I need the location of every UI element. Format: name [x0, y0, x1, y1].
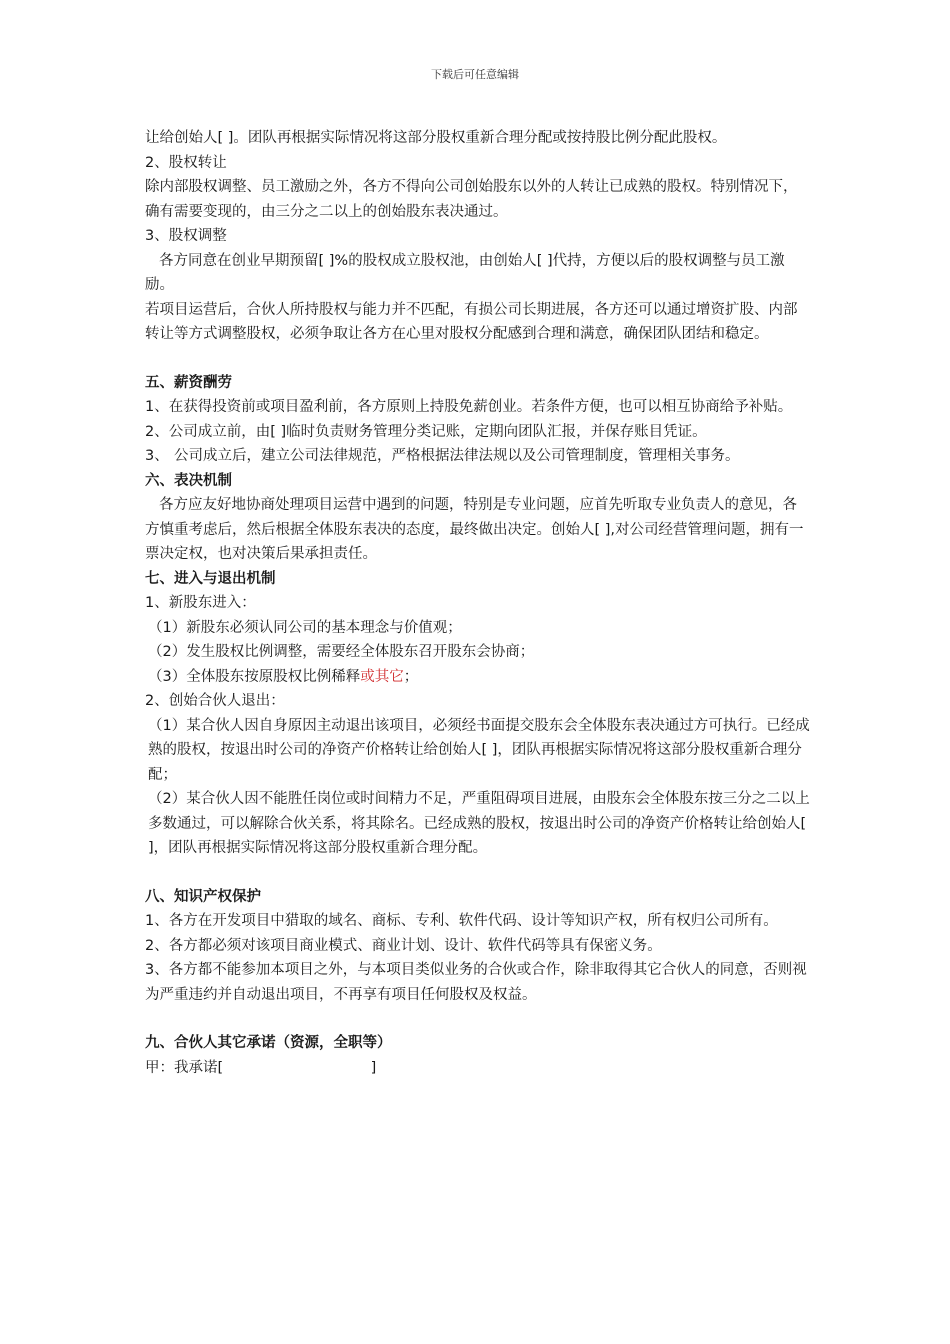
section-heading-entry-exit: 七、进入与退出机制 — [145, 570, 276, 587]
paragraph: （1）某合伙人因自身原因主动退出该项目，必须经书面提交股东会全体股东表决通过方可执行。已经成熟的股权，按退出时公司的净资产价格转让给创始人[ ]，团队再根据实际情况将这部分股权重新合理分配； — [148, 717, 810, 783]
paragraph: 若项目运营后，合伙人所持股权与能力并不匹配，有损公司长期进展，各方还可以通过增资扩股、内部转让等方式调整股权，必须争取让各方在心里对股权分配感到合理和满意，确保团队团结和稳定。 — [145, 301, 798, 342]
paragraph: 1、各方在开发项目中猎取的域名、商标、专利、软件代码、设计等知识产权，所有权归公司所有。 — [145, 913, 778, 929]
paragraph: 除内部股权调整、员工激励之外，各方不得向公司创始股东以外的人转让已成熟的股权。特别情况下，确有需要变现的，由三分之二以上的创始股东表决通过。 — [145, 179, 798, 220]
paragraph: 1、新股东进入： — [145, 595, 256, 611]
text-run: （3）全体股东按原股权比例稀释 — [148, 668, 361, 685]
paragraph: 甲：我承诺[ ] — [145, 1059, 377, 1076]
spacer — [145, 347, 810, 371]
paragraph: （2）某合伙人因不能胜任岗位或时间精力不足，严重阻碍项目进展，由股东会全体股东按三分之二以上多数通过，可以解除合伙关系，将其除名。已经成熟的股权，按退出时公司的净资产价格转让给创始人[ ]，团队再根据实际情况将这部分股权重新合理分配。 — [148, 791, 810, 856]
list-item — [145, 444, 810, 469]
section-heading-ip: 八、知识产权保护 — [145, 888, 261, 905]
paragraph: 2、创始合伙人退出： — [145, 693, 285, 709]
paragraph: 2、各方都必须对该项目商业模式、商业计划、设计、软件代码等具有保密义务。 — [145, 937, 662, 954]
paragraph: 2、公司成立前，由[ ]临时负责财务管理分类记账，定期向团队汇报，并保存账目凭证。 — [145, 423, 707, 440]
section-subtitle: 3、股权调整 — [145, 228, 227, 244]
paragraph: （1）新股东必须认同公司的基本理念与价值观； — [148, 619, 462, 636]
section-heading-voting: 六、表决机制 — [145, 472, 232, 489]
paragraph: 各方同意在创业早期预留[ ]%的股权成立股权池，由创始人[ ]代持，方便以后的股权调整与员工激励。 — [145, 252, 785, 293]
paragraph: 让给创始人[ ]。团队再根据实际情况将这部分股权重新合理分配或按持股比例分配此股权。 — [145, 130, 727, 146]
section-subtitle: 2、股权转让 — [145, 154, 227, 171]
spacer — [145, 1007, 810, 1031]
paragraph: 1、在获得投资前或项目盈利前，各方原则上持股免薪创业。若条件方便，也可以相互协商给予补贴。 — [145, 399, 793, 415]
paragraph: 3、各方都不能参加本项目之外，与本项目类似业务的合伙或合作，除非取得其它合伙人的同意，否则视为严重违约并自动退出项目，不再享有项目任何股权及权益。 — [145, 962, 807, 1003]
highlighted-text: 或其它 — [360, 668, 404, 685]
paragraph: （2）发生股权比例调整，需要经全体股东召开股东会协商； — [148, 644, 535, 660]
section-heading-commitments: 九、合伙人其它承诺（资源，全职等） — [145, 1035, 392, 1051]
list-text: 公司成立后，建立公司法律规范，严格根据法律法规以及公司管理制度，管理相关事务。 — [174, 448, 740, 464]
document-body — [145, 126, 810, 1080]
spacer — [145, 861, 810, 885]
list-number: 3、 — [145, 448, 169, 464]
text-run: ； — [403, 668, 419, 685]
page-header-note: 下载后可任意编辑 — [431, 68, 519, 81]
section-heading-salary: 五、薪资酬劳 — [145, 374, 232, 391]
paragraph: 各方应友好地协商处理项目运营中遇到的问题，特别是专业问题，应首先听取专业负责人的意见，各方慎重考虑后，然后根据全体股东表决的态度，最终做出决定。创始人[ ],对公司经营管理问题，拥有一票决定权，也对决策后果承担责任。 — [145, 497, 804, 562]
paragraph — [145, 665, 810, 690]
